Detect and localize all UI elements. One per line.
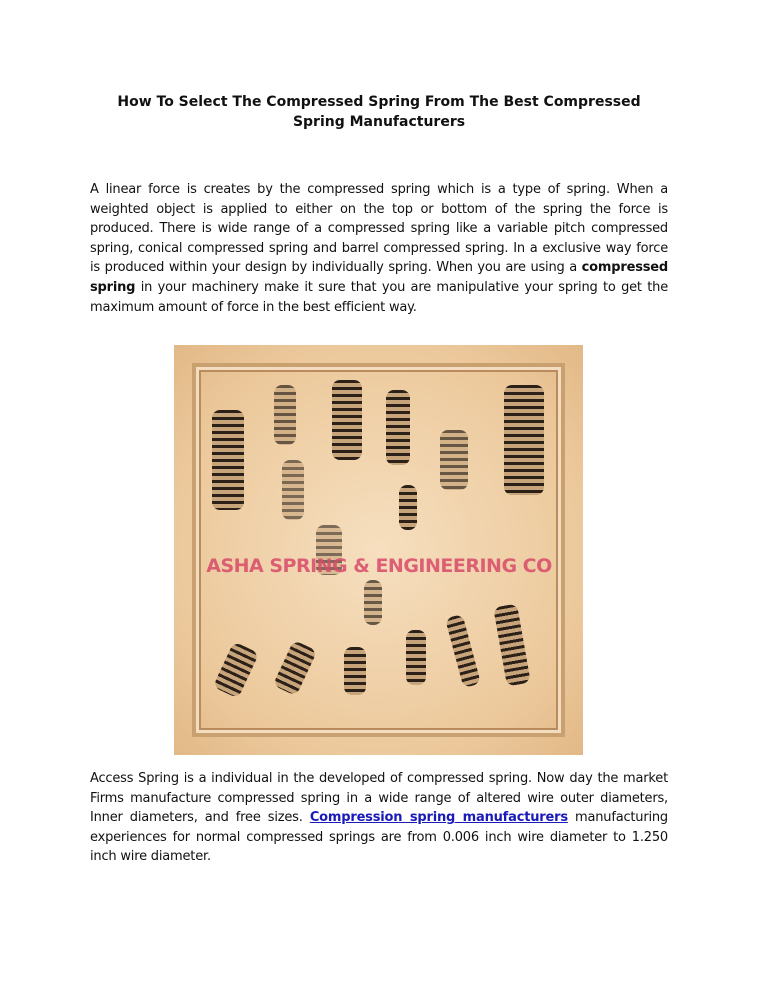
spring — [386, 390, 410, 465]
spring — [406, 630, 426, 685]
springs-image — [174, 345, 583, 755]
manufacturer-text-end: manufacturing experiences for normal compressed springs are from 0.006 inch wire diameter to 1.250 inch wire diameter. — [90, 810, 668, 865]
spring — [332, 380, 362, 460]
spring — [282, 460, 304, 520]
spring — [504, 385, 544, 495]
intro-paragraph — [90, 180, 668, 317]
spring — [440, 430, 468, 490]
document-title: How To Select The Compressed Spring From The Best Compressed Spring Manufacturers — [117, 94, 641, 130]
compression-spring-manufacturers-link[interactable]: Compression spring manufacturers — [309, 810, 568, 826]
spring — [364, 580, 382, 625]
intro-text-end: in your machinery make it sure that you are manipulative your spring to get the maximum amount of force in the best efficient way. — [90, 279, 668, 315]
image-watermark: ASHA SPRING & ENGINEERING CO — [206, 555, 552, 577]
bold-keyword: compressed spring — [90, 260, 668, 295]
spring — [399, 485, 417, 530]
spring — [212, 410, 244, 510]
manufacturer-text: Access Spring is a individual in the developed of compressed spring. Now day the market Firms manufacture compressed spring in a wide range of altered wire outer diameters, Inner diameters, and free sizes. — [90, 771, 668, 826]
manufacturer-paragraph — [90, 769, 668, 867]
spring — [274, 385, 296, 445]
spring — [344, 647, 366, 695]
intro-text: A linear force is creates by the compressed spring which is a type of spring. When a weighted object is applied to either on the top or bottom of the spring the force is produced. There is wide range of a compressed spring like a variable pitch compressed spring, conical compressed spring and barrel compressed spring. In a exclusive way force is produced within your design by individually spring. When you are using a — [90, 182, 668, 276]
